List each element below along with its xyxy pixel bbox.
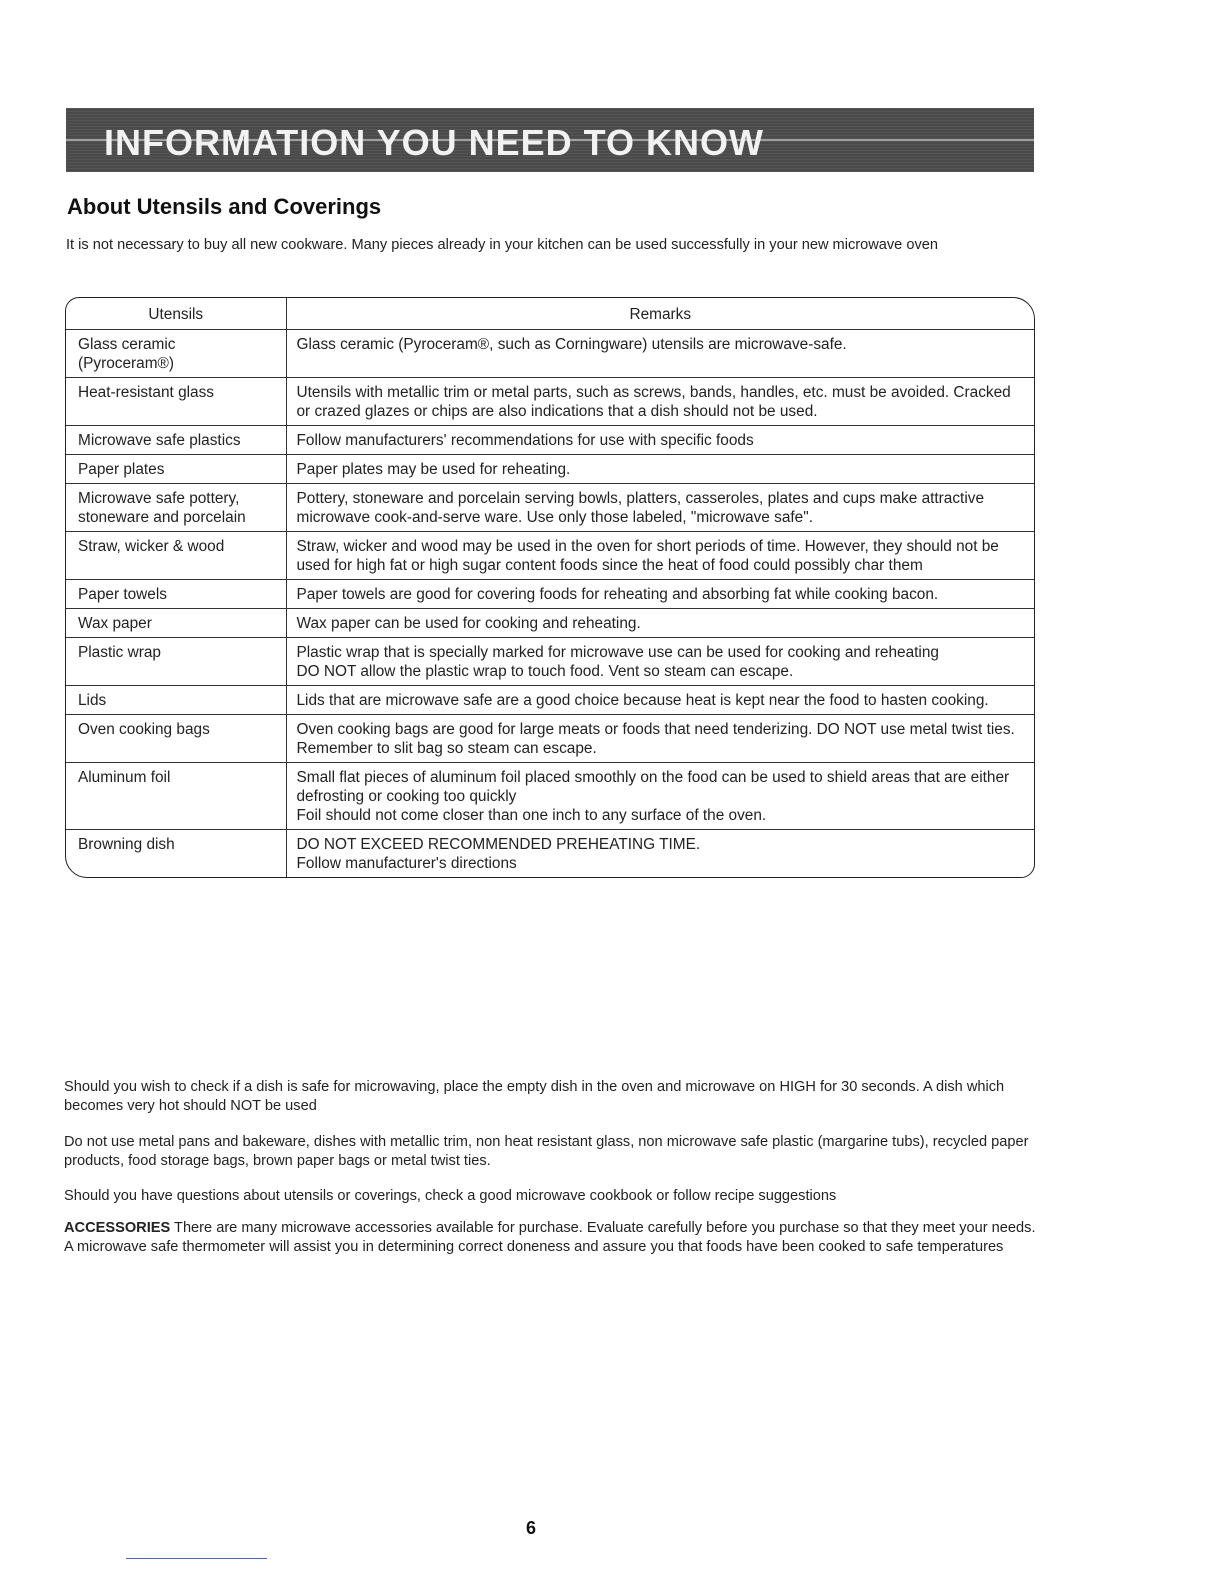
table-row bbox=[66, 830, 1034, 878]
utensil-cell: Oven cooking bags bbox=[66, 715, 286, 763]
footer-rule bbox=[126, 1558, 267, 1559]
table-row bbox=[66, 330, 1034, 378]
page-number: 6 bbox=[526, 1518, 537, 1538]
table-header-row bbox=[66, 298, 1034, 330]
utensil-cell: Microwave safe pottery, stoneware and porcelain bbox=[66, 484, 286, 532]
remarks-cell bbox=[286, 715, 1034, 763]
remark-line: Glass ceramic (Pyroceram®, such as Corningware) utensils are microwave-safe. bbox=[296, 336, 847, 353]
remark-line: Pottery, stoneware and porcelain serving bowls, platters, casseroles, plates and cups make attractive microwave cook-and-serve ware. Use only those labeled, "microwave safe". bbox=[296, 490, 985, 526]
remarks-cell bbox=[286, 330, 1034, 378]
remark-line: Foil should not come closer than one inch to any surface of the oven. bbox=[296, 807, 767, 824]
check-dish-paragraph: Should you wish to check if a dish is safe for microwaving, place the empty dish in the oven and microwave on HIGH for 30 seconds. A dish which becomes very hot should NOT be used bbox=[64, 1079, 1005, 1114]
banner-title: INFORMATION YOU NEED TO KNOW bbox=[104, 122, 765, 163]
utensils-table-frame bbox=[65, 297, 1035, 878]
table-row bbox=[66, 609, 1034, 638]
questions-paragraph: Should you have questions about utensils or coverings, check a good microwave cookbook or follow recipe suggestions bbox=[64, 1188, 837, 1204]
accessories-label: ACCESSORIES bbox=[64, 1220, 171, 1236]
remarks-cell bbox=[286, 763, 1034, 830]
accessories-text: There are many microwave accessories available for purchase. Evaluate carefully before you purchase so that they meet your needs. A microwave safe thermometer will assist you in determining correct doneness and assure you that foods have been cooked to safe temperatures bbox=[64, 1220, 1036, 1255]
remark-line: Wax paper can be used for cooking and reheating. bbox=[296, 615, 641, 632]
table-row bbox=[66, 484, 1034, 532]
table-row bbox=[66, 715, 1034, 763]
remark-line: Paper towels are good for covering foods for reheating and absorbing fat while cooking bacon. bbox=[296, 586, 939, 603]
utensils-table bbox=[66, 298, 1034, 877]
remarks-cell bbox=[286, 638, 1034, 686]
table-row bbox=[66, 580, 1034, 609]
remarks-cell bbox=[286, 609, 1034, 638]
avoid-paragraph: Do not use metal pans and bakeware, dishes with metallic trim, non heat resistant glass, non microwave safe plastic (margarine tubs), recycled paper products, food storage bags, brown paper bags or metal twist ties. bbox=[64, 1134, 1029, 1169]
remark-line: Follow manufacturer's directions bbox=[296, 855, 517, 872]
remark-line: Follow manufacturers' recommendations for use with specific foods bbox=[296, 432, 754, 449]
remark-line: Straw, wicker and wood may be used in the oven for short periods of time. However, they should not be used for high fat or high sugar content foods since the heat of food could possibly char them bbox=[296, 538, 999, 574]
utensil-cell: Lids bbox=[66, 686, 286, 715]
remark-line: Paper plates may be used for reheating. bbox=[296, 461, 571, 478]
accessories-paragraph bbox=[64, 1219, 1039, 1257]
remarks-cell bbox=[286, 378, 1034, 426]
utensil-cell: Aluminum foil bbox=[66, 763, 286, 830]
section-banner bbox=[66, 108, 1034, 172]
remark-line: Utensils with metallic trim or metal parts, such as screws, bands, handles, etc. must be avoided. Cracked or crazed glazes or chips are also indications that a dish should not be used. bbox=[296, 384, 1011, 420]
intro-paragraph: It is not necessary to buy all new cookware. Many pieces already in your kitchen can be used successfully in your new microwave oven bbox=[66, 237, 938, 253]
utensil-cell: Paper plates bbox=[66, 455, 286, 484]
utensil-cell: Glass ceramic (Pyroceram®) bbox=[66, 330, 286, 378]
remarks-cell bbox=[286, 426, 1034, 455]
remarks-cell bbox=[286, 532, 1034, 580]
utensil-cell: Browning dish bbox=[66, 830, 286, 878]
remarks-cell bbox=[286, 484, 1034, 532]
table-row bbox=[66, 426, 1034, 455]
section-heading: About Utensils and Coverings bbox=[67, 194, 382, 219]
utensil-cell: Straw, wicker & wood bbox=[66, 532, 286, 580]
table-row bbox=[66, 686, 1034, 715]
table-body bbox=[66, 330, 1034, 878]
remark-line: DO NOT EXCEED RECOMMENDED PREHEATING TIME. bbox=[296, 836, 701, 853]
table-row bbox=[66, 378, 1034, 426]
remark-line: Plastic wrap that is specially marked for microwave use can be used for cooking and reheating bbox=[296, 644, 939, 661]
table-row bbox=[66, 763, 1034, 830]
utensil-cell: Heat-resistant glass bbox=[66, 378, 286, 426]
remark-line: Lids that are microwave safe are a good choice because heat is kept near the food to hasten cooking. bbox=[296, 692, 989, 709]
remarks-cell bbox=[286, 455, 1034, 484]
column-header-utensils: Utensils bbox=[66, 298, 286, 330]
remark-line: Small flat pieces of aluminum foil placed smoothly on the food can be used to shield areas that are either defrosting or cooking too quickly bbox=[296, 769, 1010, 805]
remarks-cell bbox=[286, 686, 1034, 715]
remarks-cell bbox=[286, 580, 1034, 609]
table-row bbox=[66, 638, 1034, 686]
remarks-cell bbox=[286, 830, 1034, 878]
table-row bbox=[66, 455, 1034, 484]
utensil-cell: Wax paper bbox=[66, 609, 286, 638]
utensil-cell: Microwave safe plastics bbox=[66, 426, 286, 455]
utensil-cell: Paper towels bbox=[66, 580, 286, 609]
remark-line: Oven cooking bags are good for large meats or foods that need tenderizing. DO NOT use metal twist ties. Remember to slit bag so steam can escape. bbox=[296, 721, 1015, 757]
column-header-remarks: Remarks bbox=[629, 306, 692, 323]
remark-line: DO NOT allow the plastic wrap to touch food. Vent so steam can escape. bbox=[296, 663, 794, 680]
utensil-cell: Plastic wrap bbox=[66, 638, 286, 686]
table-row bbox=[66, 532, 1034, 580]
